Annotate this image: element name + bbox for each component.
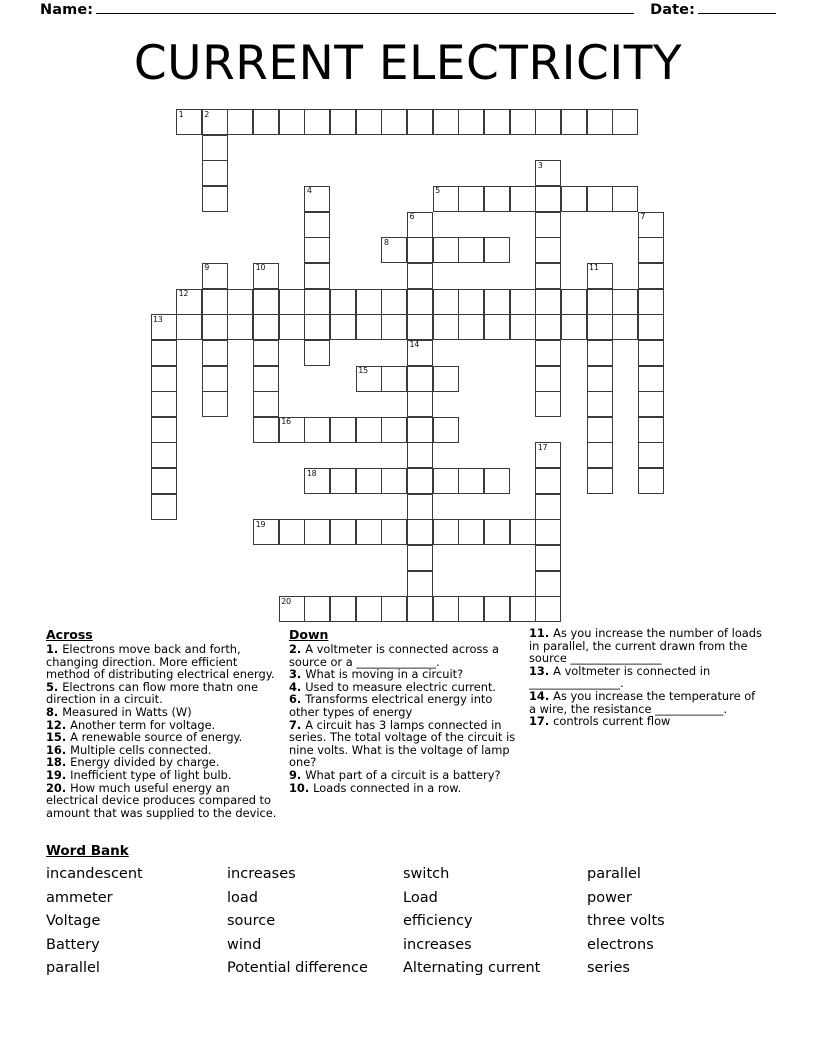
crossword-cell[interactable] — [227, 314, 253, 340]
crossword-cell[interactable] — [304, 237, 330, 263]
page-title: CURRENT ELECTRICITY — [133, 36, 683, 91]
crossword-cell[interactable] — [484, 289, 510, 315]
clue-text: Another term for voltage. — [70, 717, 216, 732]
crossword-cell[interactable] — [638, 417, 664, 443]
crossword-cell[interactable] — [356, 109, 382, 135]
word-bank-item: switch — [403, 866, 450, 882]
clue-text: Electrons move back and forth, changing direction. More efficient method of distributing electrical energy. — [46, 642, 275, 682]
cell-number-19: 19 — [255, 519, 266, 529]
crossword-cell[interactable] — [535, 571, 561, 597]
word-bank-heading: Word Bank — [46, 843, 129, 859]
crossword-cell[interactable] — [638, 391, 664, 417]
name-label: Name: — [40, 2, 94, 18]
clue-number: 5. — [46, 679, 63, 694]
crossword-cell[interactable] — [304, 212, 330, 238]
word-bank-item: ammeter — [46, 889, 113, 906]
crossword-cell[interactable] — [535, 109, 561, 135]
clue-across-5 — [46, 681, 277, 706]
crossword-cell[interactable] — [151, 494, 177, 520]
crossword-cell[interactable] — [381, 314, 407, 340]
clue-number: 13. — [529, 663, 554, 678]
crossword-cell[interactable] — [407, 545, 433, 571]
clue-number: 11. — [529, 626, 554, 640]
clue-number: 18. — [46, 755, 71, 770]
crossword-cell[interactable] — [381, 519, 407, 545]
crossword-cell[interactable] — [510, 314, 536, 340]
crossword-cell[interactable] — [407, 314, 433, 340]
crossword-cell[interactable] — [458, 109, 484, 135]
crossword-cell[interactable] — [638, 340, 664, 366]
crossword-cell[interactable] — [407, 571, 433, 597]
clue-text: Used to measure electric current. — [305, 679, 497, 694]
clues-down-column-continued — [529, 627, 776, 728]
crossword-cell[interactable] — [227, 289, 253, 315]
clue-number: 12. — [46, 717, 71, 732]
crossword-cell[interactable] — [407, 263, 433, 289]
crossword-cell[interactable] — [535, 442, 561, 468]
crossword-cell[interactable] — [587, 186, 613, 212]
clue-text: A voltmeter is connected in ________________. — [529, 663, 711, 691]
crossword-cell[interactable] — [407, 519, 433, 545]
crossword-cell[interactable] — [304, 468, 330, 494]
crossword-cell[interactable] — [304, 109, 330, 135]
crossword-cell[interactable] — [510, 596, 536, 622]
word-bank-item: Voltage — [46, 913, 101, 929]
cell-number-8: 8 — [383, 237, 389, 247]
crossword-cell[interactable] — [407, 494, 433, 520]
crossword-cell[interactable] — [407, 289, 433, 315]
down-clue-list-first — [289, 643, 517, 794]
cell-number-7: 7 — [640, 212, 646, 222]
crossword-cell[interactable] — [433, 596, 459, 622]
crossword-cell[interactable] — [484, 468, 510, 494]
crossword-cell[interactable] — [381, 596, 407, 622]
crossword-cell[interactable] — [151, 391, 177, 417]
crossword-cell[interactable] — [638, 263, 664, 289]
crossword-cell[interactable] — [253, 289, 279, 315]
clues-down-column — [289, 627, 529, 794]
crossword-cell[interactable] — [587, 442, 613, 468]
crossword-cell[interactable] — [279, 596, 305, 622]
clue-down-7 — [289, 719, 517, 769]
crossword-cell[interactable] — [638, 468, 664, 494]
crossword-cell[interactable] — [433, 314, 459, 340]
clue-number: 9. — [289, 767, 306, 782]
word-bank-item: Potential difference — [227, 960, 368, 976]
cell-number-3: 3 — [537, 160, 543, 170]
clue-across-1 — [46, 643, 277, 681]
clue-text: As you increase the temperature of a wire, the resistance ____________. — [529, 688, 756, 716]
crossword-cell[interactable] — [253, 366, 279, 392]
date-label: Date: — [650, 2, 695, 18]
clues-across-column — [46, 627, 289, 819]
crossword-cell[interactable] — [484, 596, 510, 622]
crossword-cell[interactable] — [151, 366, 177, 392]
clue-across-20 — [46, 782, 277, 820]
crossword-cell[interactable] — [510, 519, 536, 545]
clue-down-11 — [529, 627, 764, 665]
clue-down-14 — [529, 690, 764, 715]
clue-number: 17. — [529, 714, 554, 729]
crossword-cell[interactable] — [304, 263, 330, 289]
clue-number: 10. — [289, 780, 314, 795]
crossword-cell[interactable] — [638, 237, 664, 263]
crossword-cell[interactable] — [458, 468, 484, 494]
crossword-cell[interactable] — [407, 417, 433, 443]
crossword-cell[interactable] — [458, 289, 484, 315]
clue-text: Transforms electrical energy into other types of energy — [289, 692, 493, 719]
cell-number-16: 16 — [281, 417, 291, 427]
crossword-cell[interactable] — [587, 263, 613, 289]
word-bank-item: efficiency — [403, 913, 473, 929]
crossword-cell[interactable] — [638, 289, 664, 315]
crossword-cell[interactable] — [612, 289, 638, 315]
crossword-cell[interactable] — [433, 417, 459, 443]
crossword-cell[interactable] — [356, 366, 382, 392]
crossword-cell[interactable] — [407, 340, 433, 366]
clue-text: What part of a circuit is a battery? — [305, 767, 501, 782]
crossword-cell[interactable] — [253, 391, 279, 417]
crossword-cell[interactable] — [381, 417, 407, 443]
word-bank-item: three volts — [587, 913, 665, 929]
clue-text: controls current flow — [553, 714, 671, 729]
crossword-cell[interactable] — [561, 109, 587, 135]
crossword-cell[interactable] — [638, 366, 664, 392]
crossword-cell[interactable] — [433, 468, 459, 494]
clue-number: 4. — [289, 679, 306, 694]
cell-number-17: 17 — [537, 442, 548, 452]
crossword-cell[interactable] — [356, 468, 382, 494]
cell-number-12: 12 — [178, 289, 189, 299]
crossword-cell[interactable] — [279, 519, 305, 545]
crossword-cell[interactable] — [304, 596, 330, 622]
crossword-cell[interactable] — [253, 340, 279, 366]
crossword-cell[interactable] — [304, 186, 330, 212]
crossword-cell[interactable] — [535, 519, 561, 545]
clue-number: 8. — [46, 704, 63, 719]
clue-text: Energy divided by charge. — [70, 755, 220, 770]
crossword-cell[interactable] — [381, 109, 407, 135]
crossword-cell[interactable] — [253, 263, 279, 289]
crossword-cell[interactable] — [587, 109, 613, 135]
clue-number: 2. — [289, 642, 306, 656]
word-bank-section — [46, 843, 776, 978]
crossword-cell[interactable] — [510, 186, 536, 212]
cell-number-10: 10 — [255, 263, 266, 273]
crossword-cell[interactable] — [330, 289, 356, 315]
crossword-cell[interactable] — [535, 366, 561, 392]
clue-number: 20. — [46, 780, 71, 795]
clue-text: How much useful energy an electrical device produces compared to amount that was supplied to the device. — [46, 780, 277, 820]
crossword-cell[interactable] — [151, 417, 177, 443]
crossword-cell[interactable] — [484, 314, 510, 340]
word-bank-grid — [46, 865, 776, 978]
word-bank-item: parallel — [587, 866, 641, 882]
clue-down-10 — [289, 782, 517, 795]
cell-number-6: 6 — [409, 212, 415, 222]
crossword-cell[interactable] — [279, 314, 305, 340]
cell-number-14: 14 — [409, 340, 420, 350]
crossword-cell[interactable] — [587, 391, 613, 417]
crossword-cell[interactable] — [535, 160, 561, 186]
crossword-cell[interactable] — [535, 391, 561, 417]
crossword-cell[interactable] — [202, 314, 228, 340]
word-bank-item: source — [227, 913, 276, 929]
clue-text: As you increase the number of loads in parallel, the current drawn from the source ________________ — [529, 626, 762, 666]
crossword-cell[interactable] — [279, 109, 305, 135]
cell-number-15: 15 — [358, 366, 368, 375]
crossword-cell[interactable] — [433, 186, 459, 212]
word-bank-item: increases — [227, 866, 296, 882]
word-bank-item: series — [587, 960, 630, 976]
crossword-cell[interactable] — [407, 442, 433, 468]
clue-number: 7. — [289, 717, 306, 732]
clue-number: 15. — [46, 730, 71, 745]
word-bank-item: wind — [227, 936, 262, 953]
cell-number-9: 9 — [204, 263, 210, 273]
crossword-cell[interactable] — [535, 263, 561, 289]
clue-number: 14. — [529, 688, 554, 703]
crossword-cell[interactable] — [202, 391, 228, 417]
word-bank-item: electrons — [587, 936, 654, 953]
crossword-cell[interactable] — [407, 468, 433, 494]
clue-text: A voltmeter is connected across a source or a ______________. — [289, 642, 499, 669]
crossword-cell[interactable] — [202, 263, 228, 289]
cell-number-4: 4 — [306, 186, 312, 196]
word-bank-item: load — [227, 889, 258, 906]
crossword-cell[interactable] — [612, 109, 638, 135]
word-bank-item: Battery — [46, 936, 100, 953]
crossword-cell[interactable] — [561, 186, 587, 212]
crossword-cell[interactable] — [535, 545, 561, 571]
crossword-cell[interactable] — [612, 314, 638, 340]
crossword-cell[interactable] — [151, 442, 177, 468]
crossword-cell[interactable] — [510, 109, 536, 135]
crossword-cell[interactable] — [587, 314, 613, 340]
crossword-cell[interactable] — [381, 237, 407, 263]
clue-text: Multiple cells connected. — [70, 742, 212, 757]
word-bank-item: Alternating current — [403, 960, 541, 976]
crossword-cell[interactable] — [279, 289, 305, 315]
crossword-cell[interactable] — [407, 391, 433, 417]
crossword-cell[interactable] — [304, 314, 330, 340]
crossword-cell[interactable] — [433, 519, 459, 545]
crossword-cell[interactable] — [458, 186, 484, 212]
word-bank-item: Load — [403, 889, 438, 906]
crossword-cell[interactable] — [176, 314, 202, 340]
crossword-cell[interactable] — [458, 314, 484, 340]
crossword-cell[interactable] — [458, 237, 484, 263]
crossword-cell[interactable] — [202, 340, 228, 366]
crossword-cell[interactable] — [279, 417, 305, 443]
crossword-cell[interactable] — [458, 519, 484, 545]
crossword-cell[interactable] — [587, 289, 613, 315]
crossword-cell[interactable] — [253, 314, 279, 340]
down-clue-list-second — [529, 627, 764, 728]
crossword-cell[interactable] — [356, 519, 382, 545]
crossword-cell[interactable] — [638, 442, 664, 468]
clue-text: Inefficient type of light bulb. — [70, 767, 232, 782]
word-bank-item: increases — [403, 936, 472, 953]
crossword-cell[interactable] — [638, 212, 664, 238]
crossword-cell[interactable] — [253, 109, 279, 135]
across-heading: Across — [46, 627, 93, 642]
down-heading: Down — [289, 627, 329, 642]
crossword-cell[interactable] — [535, 596, 561, 622]
crossword-cell[interactable] — [330, 519, 356, 545]
crossword-cell[interactable] — [535, 314, 561, 340]
crossword-cell[interactable] — [535, 340, 561, 366]
crossword-cell[interactable] — [458, 596, 484, 622]
crossword-cell[interactable] — [433, 109, 459, 135]
crossword-cell[interactable] — [433, 289, 459, 315]
crossword-cell[interactable] — [330, 109, 356, 135]
clue-number: 1. — [46, 642, 63, 656]
word-bank-item: parallel — [46, 960, 100, 976]
crossword-cell[interactable] — [561, 289, 587, 315]
crossword-cell[interactable] — [381, 289, 407, 315]
crossword-cell[interactable] — [612, 186, 638, 212]
crossword-cell[interactable] — [356, 314, 382, 340]
crossword-cell[interactable] — [484, 237, 510, 263]
crossword-cell[interactable] — [202, 160, 228, 186]
crossword-cell[interactable] — [151, 314, 177, 340]
cell-number-2: 2 — [204, 109, 210, 119]
crossword-cell[interactable] — [535, 237, 561, 263]
crossword-cell[interactable] — [151, 468, 177, 494]
crossword-cell[interactable] — [304, 289, 330, 315]
crossword-cell[interactable] — [202, 289, 228, 315]
cell-number-20: 20 — [281, 596, 291, 606]
cell-number-5: 5 — [435, 186, 440, 196]
crossword-cell[interactable] — [304, 519, 330, 545]
crossword-cell[interactable] — [535, 212, 561, 238]
word-bank-item: incandescent — [46, 866, 143, 882]
clues-section — [46, 627, 776, 819]
crossword-cell[interactable] — [407, 109, 433, 135]
crossword-cell[interactable] — [176, 109, 202, 135]
crossword-cell[interactable] — [535, 468, 561, 494]
clue-down-2 — [289, 643, 517, 668]
clue-down-17 — [529, 715, 764, 728]
crossword-cell[interactable] — [381, 366, 407, 392]
cell-number-13: 13 — [153, 314, 163, 324]
crossword-cell[interactable] — [202, 186, 228, 212]
crossword-cell[interactable] — [330, 314, 356, 340]
crossword-cell[interactable] — [587, 366, 613, 392]
crossword-cell[interactable] — [304, 340, 330, 366]
crossword-cell[interactable] — [202, 109, 228, 135]
crossword-cell[interactable] — [202, 135, 228, 161]
clue-down-6 — [289, 693, 517, 718]
crossword-cell[interactable] — [330, 468, 356, 494]
clue-text: Electrons can flow more thatn one direction in a circuit. — [46, 679, 258, 707]
crossword-cell[interactable] — [330, 596, 356, 622]
crossword-cell[interactable] — [510, 289, 536, 315]
crossword-cell[interactable] — [433, 366, 459, 392]
crossword-cell[interactable] — [407, 237, 433, 263]
crossword-cell[interactable] — [356, 417, 382, 443]
crossword-cell[interactable] — [638, 314, 664, 340]
crossword-cell[interactable] — [407, 366, 433, 392]
crossword-cell[interactable] — [407, 212, 433, 238]
crossword-cell[interactable] — [151, 340, 177, 366]
crossword-cell[interactable] — [484, 109, 510, 135]
clue-text: A renewable source of energy. — [70, 730, 243, 745]
clue-text: A circuit has 3 lamps connected in series. The total voltage of the circuit is nine volts. What is the voltage of lamp one? — [289, 717, 516, 770]
crossword-cell[interactable] — [484, 519, 510, 545]
cell-number-11: 11 — [589, 263, 599, 273]
crossword-cell[interactable] — [304, 417, 330, 443]
cell-number-1: 1 — [178, 109, 184, 119]
clue-text: Measured in Watts (W) — [62, 704, 192, 719]
crossword-cell[interactable] — [535, 289, 561, 315]
crossword-cell[interactable] — [535, 494, 561, 520]
crossword-cell[interactable] — [587, 417, 613, 443]
clue-text: What is moving in a circuit? — [305, 667, 464, 682]
clue-number: 19. — [46, 767, 71, 782]
crossword-cell[interactable] — [176, 289, 202, 315]
clue-down-13 — [529, 665, 764, 690]
clue-number: 3. — [289, 667, 306, 682]
cell-number-18: 18 — [306, 468, 317, 478]
crossword-cell[interactable] — [535, 186, 561, 212]
crossword-cell[interactable] — [253, 519, 279, 545]
crossword-cell[interactable] — [330, 417, 356, 443]
crossword-cell[interactable] — [253, 417, 279, 443]
crossword-cell[interactable] — [561, 314, 587, 340]
word-bank-item: power — [587, 889, 632, 906]
crossword-cell[interactable] — [381, 468, 407, 494]
across-clue-list — [46, 643, 277, 819]
crossword-cell[interactable] — [356, 596, 382, 622]
crossword-cell[interactable] — [433, 237, 459, 263]
crossword-cell[interactable] — [227, 109, 253, 135]
crossword-cell[interactable] — [202, 366, 228, 392]
clue-number: 16. — [46, 742, 71, 757]
clue-text: Loads connected in a row. — [313, 780, 462, 795]
crossword-cell[interactable] — [587, 340, 613, 366]
crossword-cell[interactable] — [356, 289, 382, 315]
clue-number: 6. — [289, 692, 306, 707]
crossword-cell[interactable] — [407, 596, 433, 622]
crossword-cell[interactable] — [587, 468, 613, 494]
crossword-cell[interactable] — [484, 186, 510, 212]
